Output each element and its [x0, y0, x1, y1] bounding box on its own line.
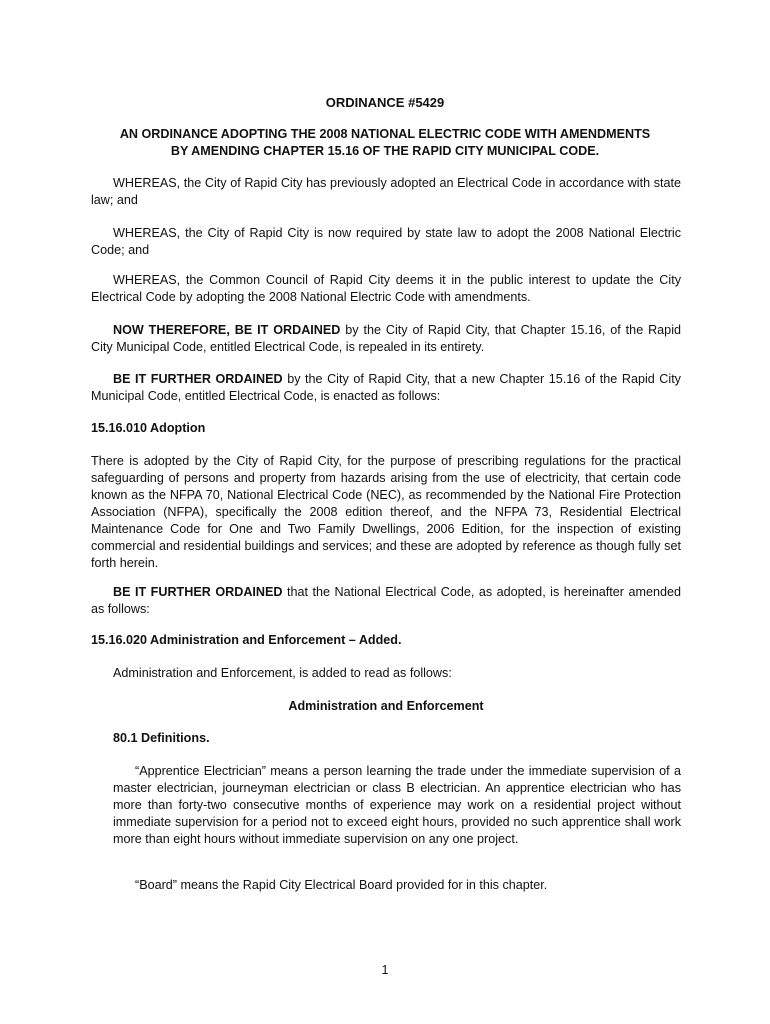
whereas-paragraph-2: WHEREAS, the City of Rapid City is now required by state law to adopt the 2008 National Electric Code; and [91, 226, 681, 257]
section-010-heading: 15.16.010 Adoption [91, 421, 206, 435]
section-010-body: There is adopted by the City of Rapid City, for the purpose of prescribing regulations for the practical safeguarding of persons and property from hazards arising from the use of electricity, that certain code known as the NFPA 70, National Electrical Code (NEC), as recommended by the National Fire Protection Association (NFPA), specifically the 2008 edition thereof, and the NFPA 73, Residential Electrical Maintenance Code for One and Two Family Dwellings, 2006 Edition, for the inspection of existing commercial and residential buildings and services; and these are adopted by reference as though fully set forth herein. [91, 454, 681, 570]
ordained-3-bold: BE IT FURTHER ORDAINED [113, 585, 283, 599]
whereas-paragraph-1: WHEREAS, the City of Rapid City has previously adopted an Electrical Code in accordance with state law; and [91, 176, 681, 207]
section-020-intro: Administration and Enforcement, is added to read as follows: [113, 666, 452, 680]
ordinance-subtitle [88, 126, 682, 160]
ordained-2-bold: BE IT FURTHER ORDAINED [113, 372, 283, 386]
page-number: 1 [381, 963, 389, 977]
ordained-1-text: by the City of Rapid City, that Chapter 15.16, of the Rapid City Municipal Code, entitled Electrical Code, is repealed in its entirety. [91, 323, 681, 354]
whereas-paragraph-3: WHEREAS, the Common Council of Rapid City deems it in the public interest to update the City Electrical Code by adopting the 2008 National Electric Code with amendments. [91, 273, 681, 304]
admin-enforcement-heading: Administration and Enforcement [288, 699, 484, 713]
definition-board: “Board” means the Rapid City Electrical Board provided for in this chapter. [135, 878, 548, 892]
ordinance-title: ORDINANCE #5429 [325, 95, 445, 110]
ordained-paragraph-1 [91, 322, 681, 356]
ordained-paragraph-3 [91, 584, 681, 618]
subtitle-line-2: BY AMENDING CHAPTER 15.16 OF THE RAPID CITY MUNICIPAL CODE. [170, 144, 600, 158]
ordained-2-text: by the City of Rapid City, that a new Chapter 15.16 of the Rapid City Municipal Code, entitled Electrical Code, is enacted as follows: [91, 372, 681, 403]
definition-apprentice-electrician: “Apprentice Electrician” means a person learning the trade under the immediate supervision of a master electrician, journeyman electrician or class B electrician. An apprentice electrician who has more than forty-two consecutive months of experience may work on a residential project without immediate supervision for a period not to exceed eight hours, provided no such apprentice shall work more than eight hours without immediate supervision on any one project. [113, 764, 681, 846]
ordained-1-bold: NOW THEREFORE, BE IT ORDAINED [113, 323, 341, 337]
section-020-heading: 15.16.020 Administration and Enforcement – Added. [91, 633, 402, 647]
ordained-paragraph-2 [91, 371, 681, 405]
ordained-3-text: that the National Electrical Code, as adopted, is hereinafter amended as follows: [91, 585, 681, 616]
definitions-heading: 80.1 Definitions. [113, 731, 210, 745]
subtitle-line-1: AN ORDINANCE ADOPTING THE 2008 NATIONAL ELECTRIC CODE WITH AMENDMENTS [119, 127, 651, 141]
